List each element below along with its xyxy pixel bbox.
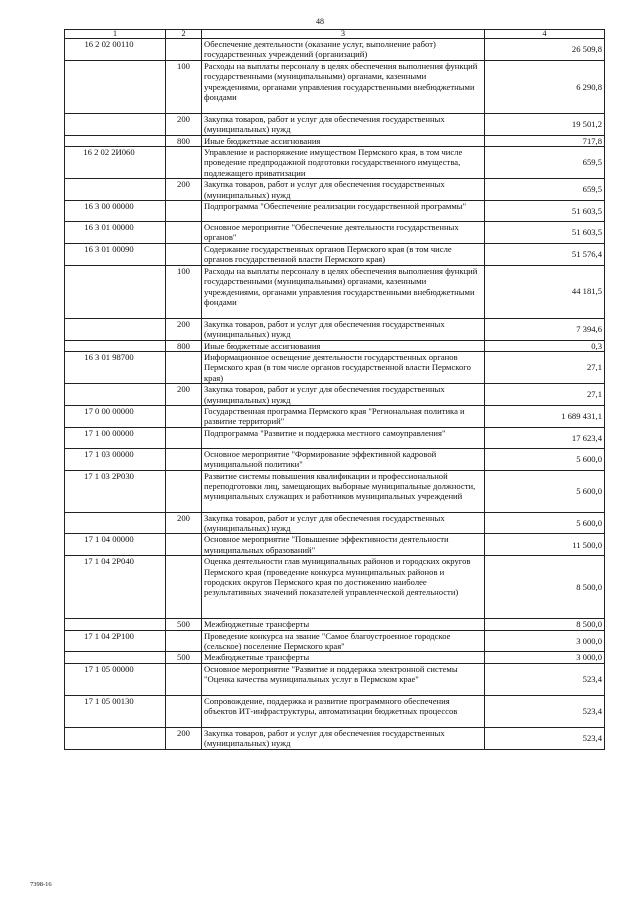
- row-code: 17 1 04 2Р040: [65, 556, 166, 619]
- row-code: 17 1 05 00130: [65, 695, 166, 727]
- row-amount: 523,4: [485, 727, 605, 749]
- row-amount: 27,1: [485, 384, 605, 406]
- row-expense-type: [166, 695, 202, 727]
- row-amount: 5 600,0: [485, 512, 605, 534]
- row-code: [65, 179, 166, 201]
- row-amount: 11 500,0: [485, 534, 605, 556]
- table-row: [65, 147, 605, 179]
- row-name: Расходы на выплаты персоналу в целях обеспечения выполнения функций государственными (муниципальными) органами, казенными учреждениями, органами управления государственными внебюджетными фондами: [202, 265, 485, 318]
- table-row: [65, 630, 605, 652]
- row-expense-type: 100: [166, 265, 202, 318]
- table-row: [65, 534, 605, 556]
- row-name: Основное мероприятие "Обеспечение деятельности государственных органов": [202, 222, 485, 244]
- row-name: Закупка товаров, работ и услуг для обеспечения государственных (муниципальных) нужд: [202, 727, 485, 749]
- row-code: 17 1 04 00000: [65, 534, 166, 556]
- row-amount: 659,5: [485, 179, 605, 201]
- row-name: Межбюджетные трансферты: [202, 652, 485, 663]
- footer-code: 7398-16: [30, 881, 52, 888]
- row-amount: 19 501,2: [485, 113, 605, 135]
- row-name: Оценка деятельности глав муниципальных районов и городских округов Пермского края (проведение конкурса муниципальных районов и городских округов Пермского края по достижению наиболее результативных значений показателей управленческой деятельности): [202, 556, 485, 619]
- row-expense-type: [166, 448, 202, 470]
- row-name: Закупка товаров, работ и услуг для обеспечения государственных (муниципальных) нужд: [202, 318, 485, 340]
- table-row: [65, 318, 605, 340]
- row-amount: 8 500,0: [485, 556, 605, 619]
- table-row: [65, 512, 605, 534]
- row-code: 16 3 01 00090: [65, 243, 166, 265]
- row-amount: 51 603,5: [485, 201, 605, 222]
- row-code: [65, 265, 166, 318]
- row-name: Содержание государственных органов Пермского края (в том числе органов государственной власти Пермского края): [202, 243, 485, 265]
- table-row: [65, 60, 605, 113]
- row-code: 16 3 00 00000: [65, 201, 166, 222]
- table-row: [65, 695, 605, 727]
- column-header-4: 4: [485, 30, 605, 39]
- row-code: [65, 340, 166, 351]
- row-code: [65, 113, 166, 135]
- row-name: Сопровождение, поддержка и развитие программного обеспечения объектов ИТ-инфраструктуры, автоматизации бюджетных процессов: [202, 695, 485, 727]
- row-code: 17 1 00 00000: [65, 427, 166, 448]
- table-row: [65, 652, 605, 663]
- row-amount: 659,5: [485, 147, 605, 179]
- row-expense-type: [166, 201, 202, 222]
- row-name: Подпрограмма "Развитие и поддержка местного самоуправления": [202, 427, 485, 448]
- row-expense-type: 200: [166, 512, 202, 534]
- table-row: [65, 427, 605, 448]
- row-code: [65, 60, 166, 113]
- budget-table: [64, 29, 605, 750]
- row-expense-type: [166, 556, 202, 619]
- row-amount: 5 600,0: [485, 448, 605, 470]
- row-name: Информационное освещение деятельности государственных органов Пермского края (в том числе органов государственной власти Пермского края): [202, 351, 485, 383]
- row-amount: 717,8: [485, 135, 605, 146]
- row-amount: 0,3: [485, 340, 605, 351]
- row-code: 17 0 00 00000: [65, 405, 166, 427]
- row-expense-type: [166, 405, 202, 427]
- row-code: [65, 619, 166, 630]
- row-amount: 51 603,5: [485, 222, 605, 244]
- row-expense-type: 800: [166, 135, 202, 146]
- row-code: 16 2 02 00110: [65, 39, 166, 61]
- row-expense-type: [166, 663, 202, 695]
- table-row: [65, 265, 605, 318]
- row-amount: 6 290,8: [485, 60, 605, 113]
- row-expense-type: 200: [166, 113, 202, 135]
- row-expense-type: [166, 427, 202, 448]
- row-code: [65, 318, 166, 340]
- row-name: Обеспечение деятельности (оказание услуг, выполнение работ) государственных учреждений (организаций): [202, 39, 485, 61]
- table-row: [65, 201, 605, 222]
- table-row: [65, 470, 605, 512]
- row-expense-type: [166, 39, 202, 61]
- row-expense-type: 800: [166, 340, 202, 351]
- table-row: [65, 619, 605, 630]
- row-name: Межбюджетные трансферты: [202, 619, 485, 630]
- row-amount: 5 600,0: [485, 470, 605, 512]
- row-expense-type: 500: [166, 619, 202, 630]
- row-code: 17 1 03 2Р030: [65, 470, 166, 512]
- row-code: [65, 727, 166, 749]
- table-row: [65, 222, 605, 244]
- row-name: Проведение конкурса на звание "Самое благоустроенное городское (сельское) поселение Пермского края": [202, 630, 485, 652]
- row-amount: 44 181,5: [485, 265, 605, 318]
- row-amount: 523,4: [485, 695, 605, 727]
- row-code: 16 3 01 00000: [65, 222, 166, 244]
- table-row: [65, 405, 605, 427]
- row-amount: 3 000,0: [485, 652, 605, 663]
- table-row: [65, 340, 605, 351]
- table-row: [65, 663, 605, 695]
- row-name: Основное мероприятие "Формирование эффективной кадровой муниципальной политики": [202, 448, 485, 470]
- table-row: [65, 179, 605, 201]
- table-row: [65, 39, 605, 61]
- row-amount: 1 689 431,1: [485, 405, 605, 427]
- row-amount: 8 500,0: [485, 619, 605, 630]
- row-code: 17 1 05 00000: [65, 663, 166, 695]
- row-name: Закупка товаров, работ и услуг для обеспечения государственных (муниципальных) нужд: [202, 113, 485, 135]
- table-row: [65, 113, 605, 135]
- row-amount: 26 509,8: [485, 39, 605, 61]
- row-name: Иные бюджетные ассигнования: [202, 135, 485, 146]
- table-row: [65, 243, 605, 265]
- row-amount: 17 623,4: [485, 427, 605, 448]
- row-expense-type: [166, 147, 202, 179]
- row-code: [65, 384, 166, 406]
- row-name: Закупка товаров, работ и услуг для обеспечения государственных (муниципальных) нужд: [202, 179, 485, 201]
- row-code: 17 1 03 00000: [65, 448, 166, 470]
- row-name: Основное мероприятие "Повышение эффективности деятельности муниципальных образований": [202, 534, 485, 556]
- row-code: 16 3 01 98700: [65, 351, 166, 383]
- row-name: Развитие системы повышения квалификации и профессиональной переподготовки лиц, замещающих выборные муниципальные должности, муниципальных служащих и работников муниципальных учреждений: [202, 470, 485, 512]
- row-name: Закупка товаров, работ и услуг для обеспечения государственных (муниципальных) нужд: [202, 512, 485, 534]
- table-row: [65, 448, 605, 470]
- row-code: [65, 135, 166, 146]
- row-expense-type: [166, 222, 202, 244]
- row-code: [65, 512, 166, 534]
- table-header-row: [65, 30, 605, 39]
- row-code: 16 2 02 2И060: [65, 147, 166, 179]
- column-header-1: 1: [65, 30, 166, 39]
- row-amount: 523,4: [485, 663, 605, 695]
- row-code: [65, 652, 166, 663]
- row-name: Иные бюджетные ассигнования: [202, 340, 485, 351]
- row-expense-type: 200: [166, 179, 202, 201]
- row-expense-type: [166, 351, 202, 383]
- row-name: Основное мероприятие "Развитие и поддержка электронной системы "Оценка качества муниципальных услуг в Пермском крае": [202, 663, 485, 695]
- table-row: [65, 135, 605, 146]
- table-row: [65, 727, 605, 749]
- row-name: Расходы на выплаты персоналу в целях обеспечения выполнения функций государственными (муниципальными) органами, казенными учреждениями, органами управления государственными внебюджетными фондами: [202, 60, 485, 113]
- row-amount: 3 000,0: [485, 630, 605, 652]
- row-amount: 7 394,6: [485, 318, 605, 340]
- row-expense-type: 200: [166, 384, 202, 406]
- row-expense-type: [166, 534, 202, 556]
- row-expense-type: 100: [166, 60, 202, 113]
- column-header-3: 3: [202, 30, 485, 39]
- row-amount: 27,1: [485, 351, 605, 383]
- table-row: [65, 556, 605, 619]
- row-amount: 51 576,4: [485, 243, 605, 265]
- row-expense-type: 200: [166, 318, 202, 340]
- column-header-2: 2: [166, 30, 202, 39]
- row-expense-type: 500: [166, 652, 202, 663]
- table-row: [65, 384, 605, 406]
- row-name: Управление и распоряжение имуществом Пермского края, в том числе проведение предпродажной подготовки государственного имущества, подлежащего приватизации: [202, 147, 485, 179]
- page-number: 48: [316, 17, 324, 26]
- row-expense-type: 200: [166, 727, 202, 749]
- table-row: [65, 351, 605, 383]
- row-code: 17 1 04 2Р100: [65, 630, 166, 652]
- row-expense-type: [166, 470, 202, 512]
- row-name: Закупка товаров, работ и услуг для обеспечения государственных (муниципальных) нужд: [202, 384, 485, 406]
- row-name: Подпрограмма "Обеспечение реализации государственной программы": [202, 201, 485, 222]
- row-name: Государственная программа Пермского края "Региональная политика и развитие территорий": [202, 405, 485, 427]
- row-expense-type: [166, 630, 202, 652]
- row-expense-type: [166, 243, 202, 265]
